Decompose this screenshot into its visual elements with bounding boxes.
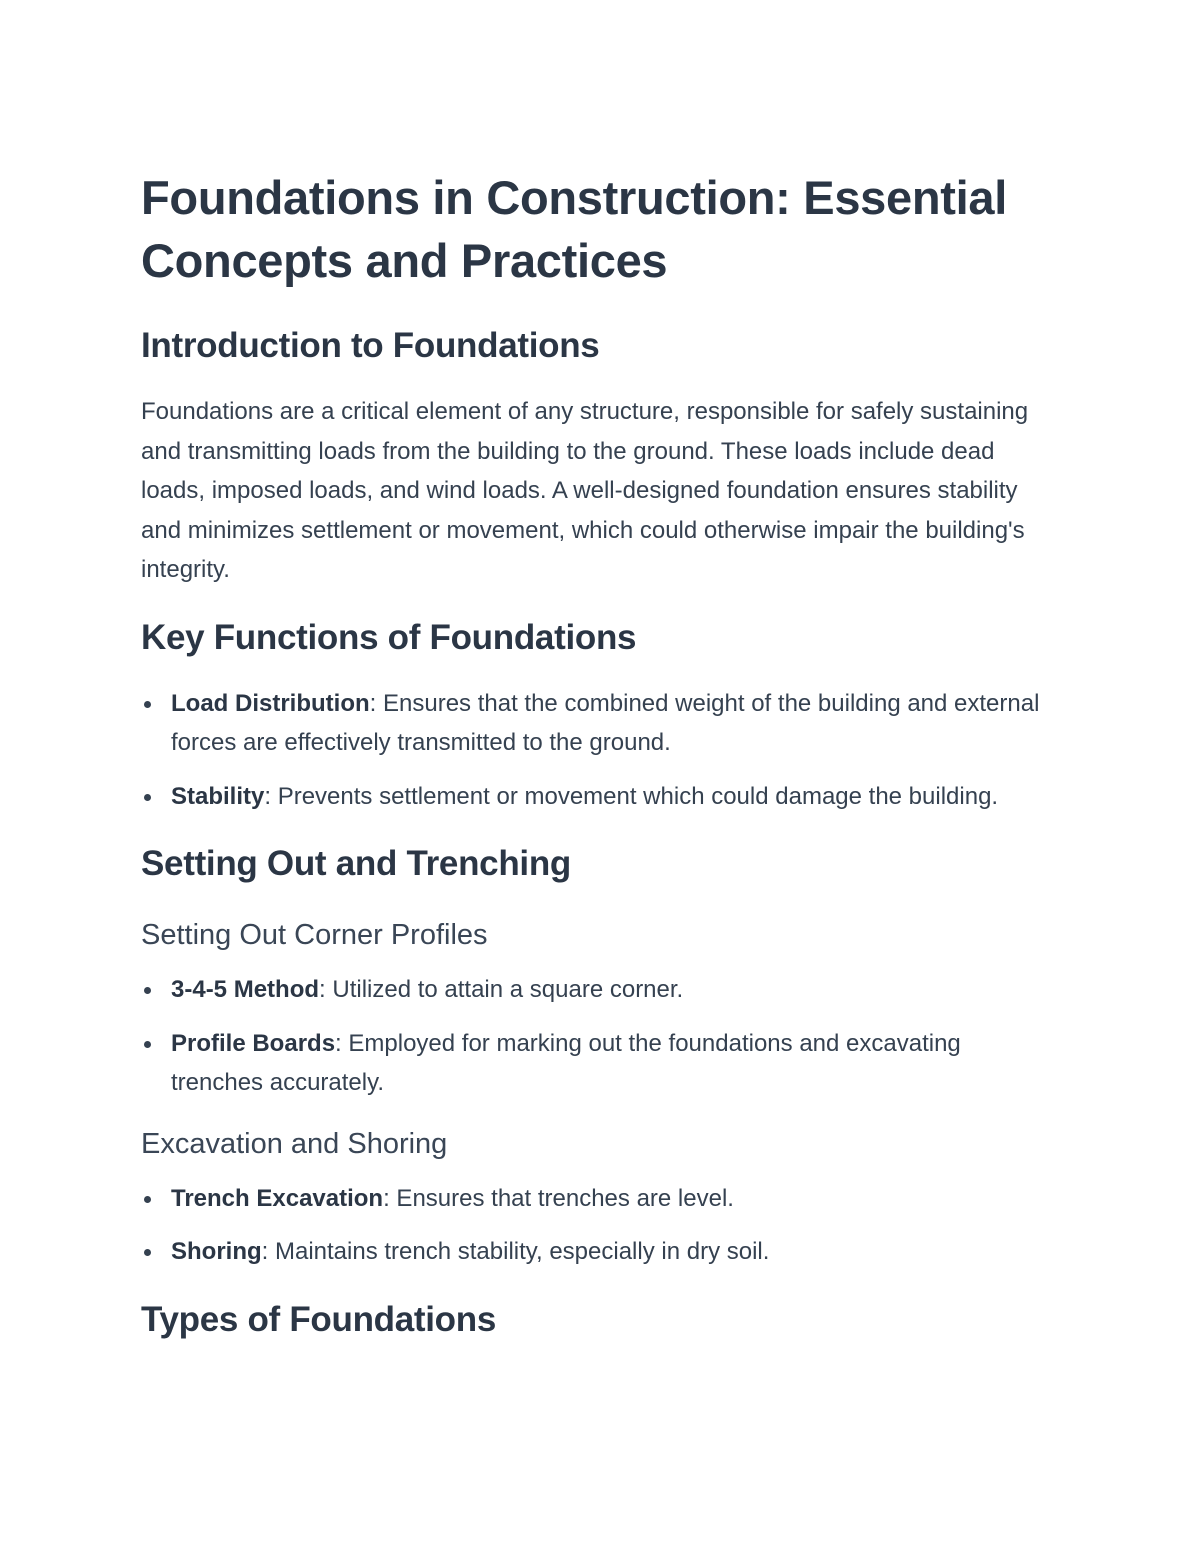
list-item-term: 3-4-5 Method: [171, 976, 320, 1003]
excavation-list: [141, 1179, 1050, 1272]
list-item-description: Utilized to attain a square corner.: [325, 976, 684, 1003]
list-item-description: Employed for marking out the foundations and excavating trenches accurately.: [171, 1029, 961, 1096]
intro-paragraph: Foundations are a critical element of any structure, responsible for safely sustaining and transmitting loads from the building to the ground. These loads include dead loads, imposed loads, and wind loads. A well-designed foundation ensures stability and minimizes settlement or movement, which could otherwise impair the building's integrity.: [141, 398, 1029, 583]
list-item-description: Ensures that trenches are level.: [389, 1184, 734, 1212]
corner-profiles-subheading: Setting Out Corner Profiles: [141, 919, 488, 951]
list-item-term: Profile Boards: [171, 1029, 336, 1057]
key-functions-list: [141, 684, 1050, 817]
list-item-term: Trench Excavation: [171, 1184, 384, 1212]
list-item-separator: :: [335, 1029, 342, 1057]
list-item-separator: :: [383, 1184, 390, 1212]
list-item-description: Prevents settlement or movement which could damage the building.: [271, 782, 999, 810]
list-item-term: Stability: [171, 782, 265, 810]
list-item: [141, 684, 1050, 763]
setting-out-heading: Setting Out and Trenching: [141, 844, 572, 883]
list-item-separator: :: [261, 1238, 269, 1265]
document-title: Foundations in Construction: Essential Concepts and Practices: [141, 171, 1007, 287]
list-item-term: Shoring: [171, 1238, 262, 1265]
list-item: [141, 1232, 1050, 1272]
excavation-subheading: Excavation and Shoring: [141, 1127, 448, 1160]
corner-profiles-list: [141, 970, 1050, 1103]
key-functions-heading: Key Functions of Foundations: [141, 617, 637, 657]
list-item: [141, 777, 1050, 817]
intro-heading: Introduction to Foundations: [141, 326, 600, 365]
list-item-description: Ensures that the combined weight of the building and external forces are effectively transmitted to the ground.: [171, 689, 1040, 756]
list-item-separator: :: [319, 976, 326, 1003]
types-heading: Types of Foundations: [141, 1299, 497, 1339]
list-item: [141, 1024, 1050, 1103]
list-item-separator: :: [369, 689, 377, 717]
list-item-term: Load Distribution: [171, 689, 370, 717]
list-item: [141, 970, 1050, 1010]
list-item-separator: :: [264, 782, 272, 810]
list-item: [141, 1179, 1050, 1219]
list-item-description: Maintains trench stability, especially in dry soil.: [268, 1238, 770, 1265]
